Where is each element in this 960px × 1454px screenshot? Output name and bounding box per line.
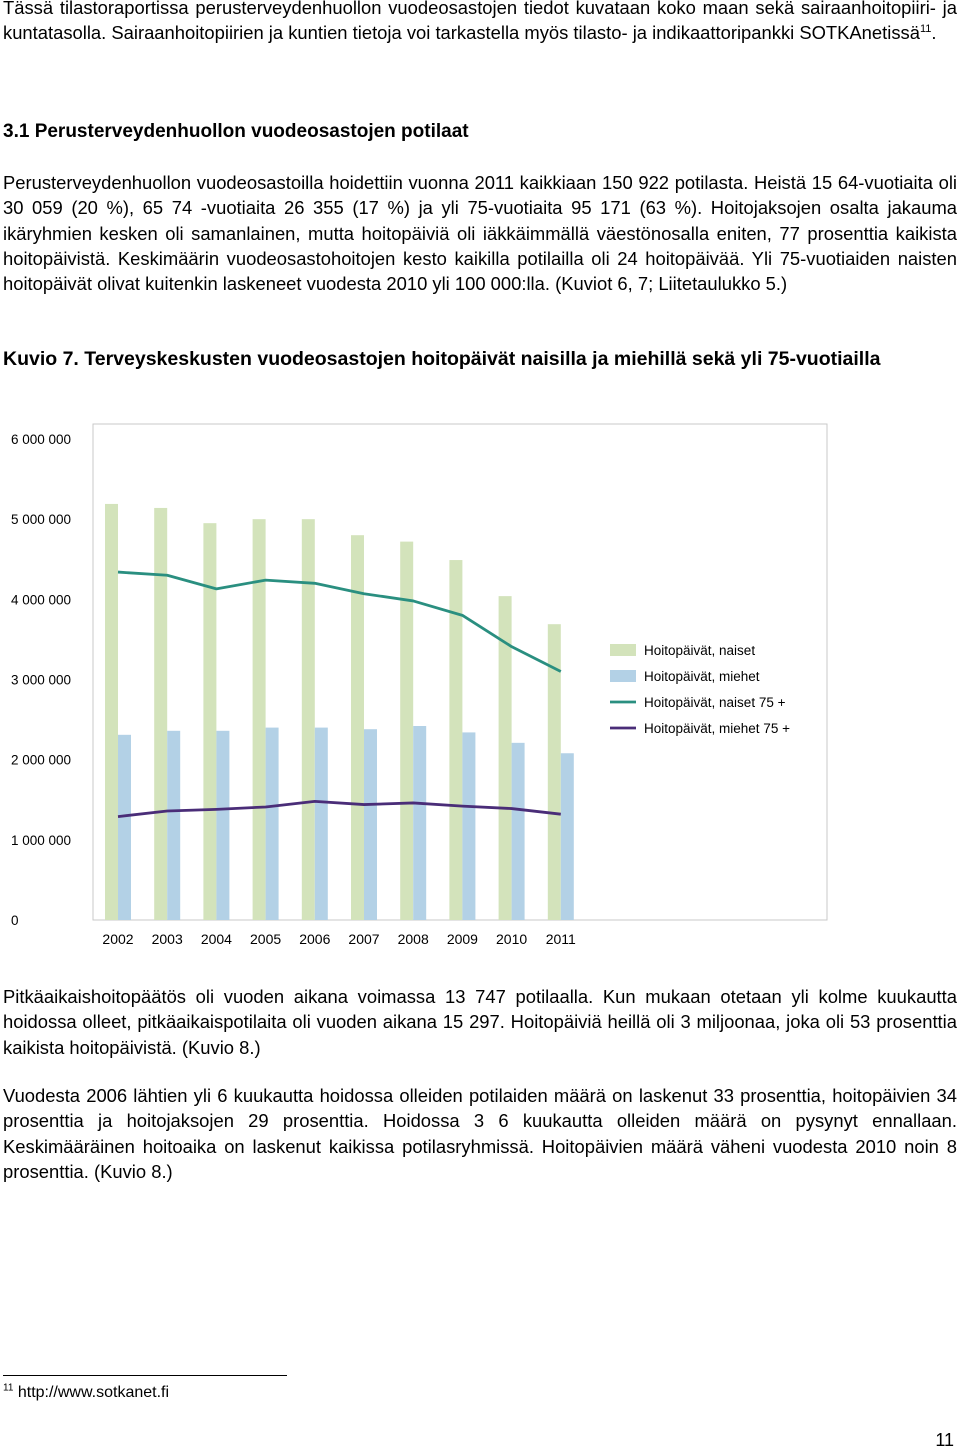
legend-label: Hoitopäivät, naiset xyxy=(644,643,756,658)
footnote-link[interactable]: http://www.sotkanet.fi xyxy=(17,1384,170,1401)
footnote xyxy=(3,1384,169,1402)
legend-swatch xyxy=(610,644,636,656)
x-tick-label: 2011 xyxy=(545,931,576,947)
bar-naiset xyxy=(302,519,315,920)
y-tick-label: 0 xyxy=(11,913,19,928)
legend-label: Hoitopäivät, miehet 75 + xyxy=(644,721,790,736)
y-tick-label: 4 000 000 xyxy=(11,592,72,608)
x-tick-label: 2010 xyxy=(496,931,528,947)
y-tick-label: 3 000 000 xyxy=(11,672,72,688)
bar-naiset xyxy=(105,504,118,920)
bar-miehet xyxy=(561,753,574,920)
footnote-reference[interactable]: 11 xyxy=(919,23,932,36)
chart-figure-7 xyxy=(0,420,960,960)
x-tick-label: 2005 xyxy=(250,931,282,947)
x-tick-label: 2007 xyxy=(348,931,380,947)
x-tick-label: 2002 xyxy=(102,931,134,947)
x-tick-label: 2009 xyxy=(446,931,478,947)
bar-miehet xyxy=(462,732,475,920)
bar-naiset xyxy=(154,508,167,920)
x-tick-label: 2008 xyxy=(397,931,429,947)
paragraph-long-term-care: Pitkäaikaishoitopäätös oli vuoden aikana voimassa 13 747 potilaalla. Kun mukaan otetaan yli kolme kuukautta hoidossa olleet, pitkäaikaispotilaita oli vuoden aikana 15 297. Hoitopäiviä heillä oli 3 miljoonaa, joka oli 53 prosenttia kaikista hoitopäivistä. (Kuvio 8.) xyxy=(3,986,957,1058)
paragraph-patients: Perusterveydenhuollon vuodeosastoilla hoidettiin vuonna 2011 kaikkiaan 150 922 potilasta. Heistä 15 64-vuotiaita oli 30 059 (20 %), 65 74 -vuotiaita 26 355 (17 %) ja yli 75-vuotiaita 95 171 (63 %). Hoitojaksojen osalta jakauma ikäryhmien kesken oli samanlainen, mutta hoitopäiviä oli iäkkäimmällä väestönosalla eniten, 77 prosenttia kaikista hoitopäivistä. Keskimäärin vuodeosastohoitojen kesto kaikilla potilailla oli 24 hoitopäivää. Yli 75-vuotiaiden naisten hoitopäivät olivat kuitenkin laskeneet vuodesta 2010 yli 100 000:lla. (Kuviot 6, 7; Liitetaulukko 5.) xyxy=(3,172,957,295)
footnote-number: 11 xyxy=(3,1382,14,1394)
bar-miehet xyxy=(512,743,525,920)
bar-miehet xyxy=(364,729,377,920)
y-axis-tick-labels xyxy=(11,432,71,928)
section-heading: 3.1 Perusterveydenhuollon vuodeosastojen potilaat xyxy=(3,121,469,142)
legend-swatch xyxy=(610,670,636,682)
legend-label: Hoitopäivät, miehet xyxy=(644,669,760,684)
bar-naiset xyxy=(203,523,216,920)
figure-caption: Kuvio 7. Terveyskeskusten vuodeosastojen hoitopäivät naisilla ja miehillä sekä yli 75-vuotiailla xyxy=(3,348,881,370)
y-tick-label: 5 000 000 xyxy=(11,512,72,528)
bar-miehet xyxy=(118,735,131,920)
bar-miehet xyxy=(167,731,180,920)
x-tick-label: 2003 xyxy=(151,931,183,947)
bar-miehet xyxy=(266,728,279,920)
paragraph-trends: Vuodesta 2006 lähtien yli 6 kuukautta hoidossa olleiden potilaiden määrä on laskenut 33 prosenttia, hoitopäivien 34 prosenttia ja hoitojaksojen 29 prosenttia. Hoidossa 3 6 kuukautta olleiden määrä on pysynyt ennallaan. Keskimääräinen hoitoaika on laskenut kaikissa potilasryhmissä. Hoitopäivien määrä väheni vuodesta 2010 noin 8 prosenttia. (Kuvio 8.) xyxy=(3,1085,957,1182)
legend-label: Hoitopäivät, naiset 75 + xyxy=(644,695,786,710)
intro-end: . xyxy=(931,22,937,44)
x-tick-label: 2006 xyxy=(299,931,331,947)
y-tick-label: 1 000 000 xyxy=(11,832,72,848)
x-tick-label: 2004 xyxy=(200,931,232,947)
footnote-divider xyxy=(3,1375,287,1376)
bar-miehet xyxy=(413,726,426,920)
x-axis-tick-labels xyxy=(102,931,576,947)
page-number: 11 xyxy=(935,1430,954,1450)
y-tick-label: 2 000 000 xyxy=(11,752,72,768)
intro-paragraph xyxy=(3,0,957,46)
bar-miehet xyxy=(315,728,328,920)
y-tick-label: 6 000 000 xyxy=(11,432,72,447)
intro-text: Tässä tilastoraportissa perusterveydenhuollon vuodeosastojen tiedot kuvataan koko maan sekä sairaanhoitopiiri- ja kuntatasolla. Sairaanhoitopiirien ja kuntien tietoja voi tarkastella myös tilasto- ja indikaattoripankki SOTKAnetissä xyxy=(3,0,957,44)
bar-miehet xyxy=(216,731,229,920)
